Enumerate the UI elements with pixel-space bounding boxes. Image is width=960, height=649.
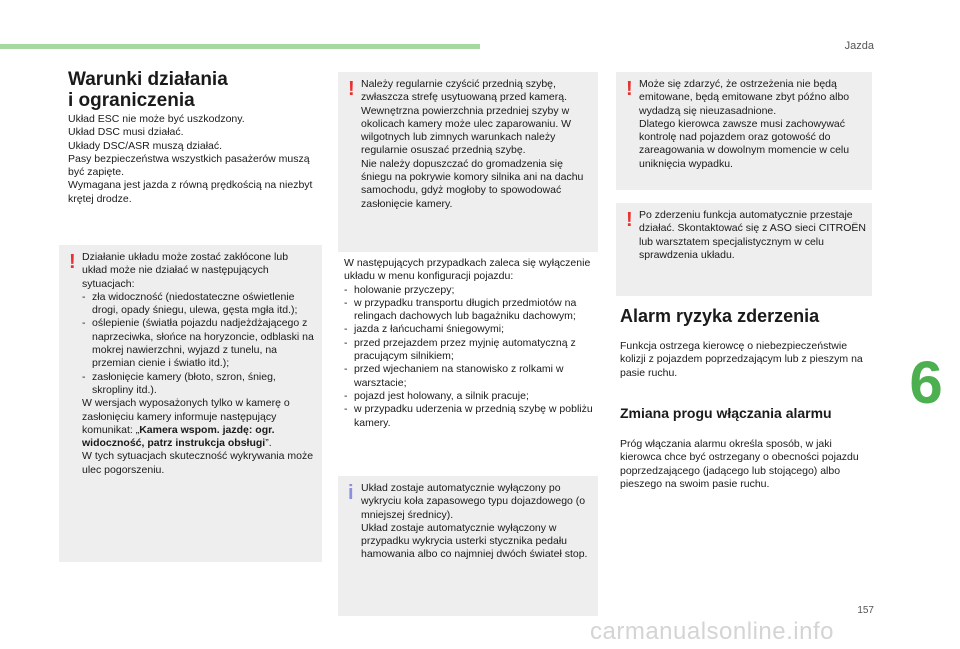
threshold-text: Próg włączania alarmu określa sposób, w jaki kierowca chce być ostrzegany o obecności pojazdu poprzedzającego (jadącego lub stojącego) albo pieszego na swoim pasie ruchu.: [620, 438, 859, 490]
warning-icon: !: [626, 209, 633, 231]
warning-icon: !: [69, 251, 76, 273]
list-item: - zasłonięcie kamery (błoto, szron, śnieg, skropliny itd.).: [82, 370, 276, 396]
alarm-heading: Alarm ryzyka zderzenia: [620, 306, 820, 326]
warning-box-cleaning: ! Należy regularnie czyścić przednią szybę, zwłaszcza strefę usytuowaną przed kamerą. Wewnętrzna powierzchnia przedniej szyby w okolicach kamery może ulec zaparowaniu. W wilgotnych lub zimnych warunkach należy regularnie osuszać przednią szybę. Nie należy dopuszczać do gromadzenia się śniegu na pokrywie komory silnika ani na dachu samochodu, gdyż mogłoby to spowodować zasłonięcie kamery.: [338, 72, 598, 252]
page-number: 157: [857, 605, 874, 616]
list-item: - pojazd jest holowany, a silnik pracuje;: [344, 389, 529, 402]
watermark: carmanualsonline.info: [590, 618, 834, 645]
list-item: - w przypadku uderzenia w przednią szybę w pobliżu kamery.: [344, 403, 593, 429]
warning-icon: !: [348, 78, 355, 100]
list-item: - jazda z łańcuchami śniegowymi;: [344, 323, 504, 336]
warning-icon: !: [626, 78, 633, 100]
deactivation-list: W następujących przypadkach zaleca się wyłączenie układu w menu konfiguracji pojazdu: - holowanie przyczepy; - w przypadku transportu długich przedmiotów na relingach dachowych lub bagażniku dachowym; - jazda z łańcuchami śniegowymi; - przed przejazdem przez myjnię automatyczną z pracującym silnikiem; - przed wjechaniem na stanowisko z rolkami w warsztacie; - pojazd jest holowany, a silnik pracuje; - w przypadku uderzenia w przednią szybę w pobliżu kamery.: [344, 257, 596, 430]
list-item: - holowanie przyczepy;: [344, 283, 455, 296]
list-item: - przed przejazdem przez myjnię automatyczną z pracującym silnikiem;: [344, 336, 576, 363]
list-item: - w przypadku transportu długich przedmiotów na relingach dachowych lub bagażniku dachowym;: [344, 296, 577, 323]
info-icon: i: [348, 482, 354, 504]
top-accent-bar: [0, 44, 480, 49]
section-title: Warunki działania i ograniczenia: [68, 69, 228, 111]
info-box-auto-off: i Układ zostaje automatycznie wyłączony po wykryciu koła zapasowego typu dojazdowego (o mniejszej średnicy). Układ zostaje automatycznie wyłączony w przypadku wykrycia usterki stycznika pedału hamowania albo co najmniej dwóch świateł stop.: [338, 476, 598, 616]
warning-box-conditions: ! Działanie układu może zostać zakłócone lub układ może nie działać w następujących sytuacjach: - zła widoczność (niedostateczne oświetlenie drogi, opady śniegu, ulewa, gęsta mgła itd.); - oślepienie (światła pojazdu nadjeżdżającego z naprzeciwka, słońce na horyzoncie, odblaski na mokrej nawierzchni, wyjazd z tunelu, na przemian cienie i światło itd.); - zasłonięcie kamery (błoto, szron, śnieg, skropliny itd.). W wersjach wyposażonych tylko w kamerę o zasłonięciu kamery informuje następujący komunikat: „Kamera wspom. jazdę: ogr. widoczność, patrz instrukcja obsługi”. W tych sytuacjach skuteczność wykrywania może ulec pogorszeniu.: [59, 245, 322, 562]
section-header: Jazda: [844, 40, 874, 52]
intro-text: Układ ESC nie może być uszkodzony. Układ DSC musi działać. Układy DSC/ASR muszą działać. Pasy bezpieczeństwa wszystkich pasażerów muszą być zapięte. Wymagana jest jazda z równą prędkością na niezbyt krętej drodze.: [68, 113, 313, 205]
camera-message: W wersjach wyposażonych tylko w kamerę o zasłonięciu kamery informuje następujący komunikat: „Kamera wspom. jazdę: ogr. widoczność, patrz instrukcja obsługi”.: [82, 397, 290, 450]
chapter-number: 6: [909, 349, 943, 416]
alarm-text: Funkcja ostrzega kierowcę o niebezpieczeństwie kolizji z pojazdem poprzedzającym lub z pieszym na pasie ruchu.: [620, 340, 863, 379]
list-item: - oślepienie (światła pojazdu nadjeżdżającego z naprzeciwka, słońce na horyzoncie, odblaski na mokrej nawierzchni, wyjazd z tunelu, na przemian cienie i światło itd.);: [82, 317, 314, 370]
warning-box-late-alerts: ! Może się zdarzyć, że ostrzeżenia nie będą emitowane, będą emitowane zbyt późno albo wydadzą się nieuzasadnione. Dlatego kierowca zawsze musi zachowywać kontrolę nad pojazdem oraz gotowość do zareagowania w dowolnym momencie w celu uniknięcia wypadku.: [616, 72, 872, 190]
list-item: - zła widoczność (niedostateczne oświetlenie drogi, opady śniegu, ulewa, gęsta mgła itd.);: [82, 290, 298, 317]
threshold-heading: Zmiana progu włączania alarmu: [620, 405, 832, 421]
warning-box-after-collision: ! Po zderzeniu funkcja automatycznie przestaje działać. Skontaktować się z ASO sieci CITROËN lub warsztatem specjalistycznym w celu sprawdzenia układu.: [616, 203, 872, 296]
list-item: - przed wjechaniem na stanowisko z rolkami w warsztacie;: [344, 363, 564, 389]
